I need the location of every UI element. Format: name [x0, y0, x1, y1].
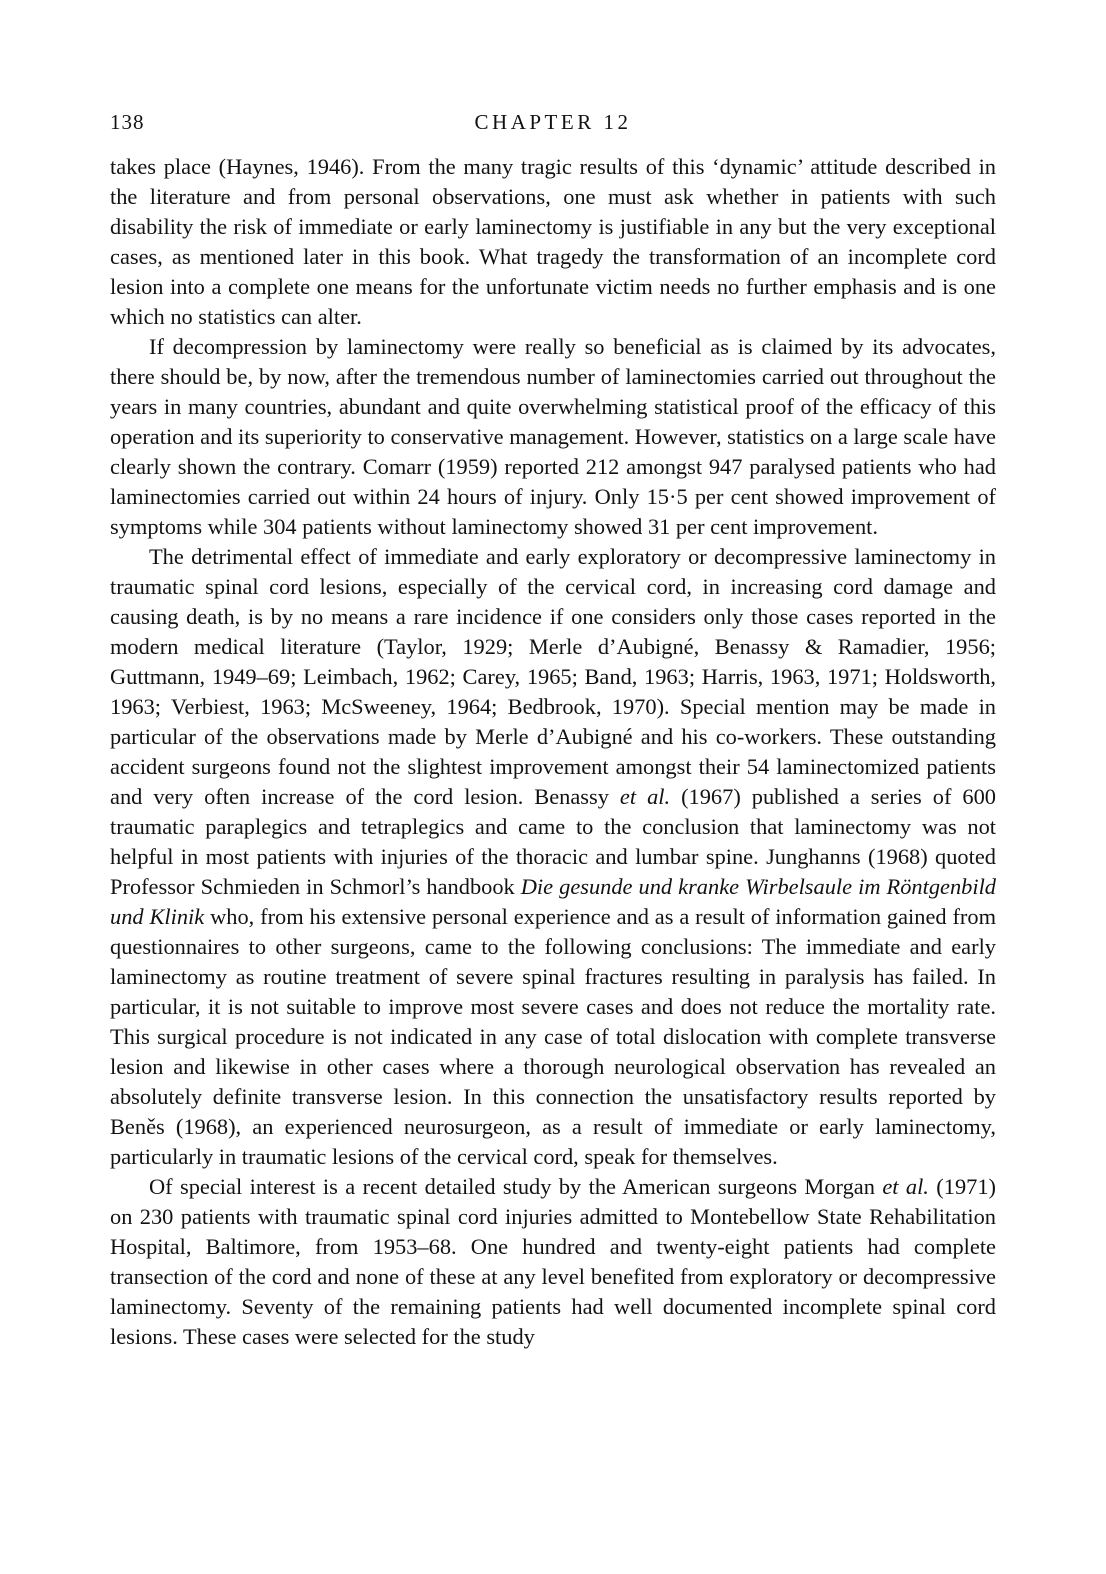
text-run: who, from his extensive personal experience and as a result of information gained from questionnaires to other surgeons, came to the following conclusions: The immediate and early laminectomy as routine treatment of severe spinal fractures resulting in paralysis has failed. In particular, it is not suitable to improve most severe cases and does not reduce the mortality rate. This surgical procedure is not indicated in any case of total dislocation with complete transverse lesion and likewise in other cases where a thorough neurological observation has revealed an absolutely definite transverse lesion. In this connection the unsatisfactory results reported by Beněs (1968), an experienced neurosurgeon, as a result of immediate or early laminectomy, particularly in traumatic lesions of the cervical cord, speak for themselves.: [110, 904, 996, 1169]
text-run: (1967) published a series of 600 traumatic paraplegics and tetraplegics and came to the conclusion that laminectomy was not helpful in most patients with injuries of the thoracic and lumbar spine. Junghanns (1968) quoted Professor Schmieden in Schmorl’s handbook: [110, 784, 996, 899]
italic-text-run: et al.: [882, 1174, 929, 1199]
italic-text-run: et al.: [619, 784, 671, 809]
paragraph: [110, 542, 996, 1172]
text-run: If decompression by laminectomy were really so beneficial as is claimed by its advocates, there should be, by now, after the tremendous number of laminectomies carried out throughout the years in many countries, abundant and quite overwhelming statistical proof of the efficacy of this operation and its superiority to conservative management. However, statistics on a large scale have clearly shown the contrary. Comarr (1959) reported 212 amongst 947 paralysed patients who had laminectomies carried out within 24 hours of injury. Only 15·5 per cent showed improvement of symptoms while 304 patients without laminectomy showed 31 per cent improvement.: [110, 334, 996, 539]
chapter-title: CHAPTER 12: [474, 110, 632, 134]
paragraph: [110, 1172, 996, 1352]
italic-text-run: Die gesunde und kranke Wirbelsaule im Röntgenbild und Klinik: [110, 874, 996, 929]
text-run: takes place (Haynes, 1946). From the many tragic results of this ‘dynamic’ attitude described in the literature and from personal observations, one must ask whether in patients with such disability the risk of immediate or early laminectomy is justifiable in any but the very exceptional cases, as mentioned later in this book. What tragedy the transformation of an incomplete cord lesion into a complete one means for the unfortunate victim needs no further emphasis and is one which no statistics can alter.: [110, 154, 996, 329]
text-run: Of special interest is a recent detailed study by the American surgeons Morgan: [149, 1174, 883, 1199]
text-run: (1971) on 230 patients with traumatic spinal cord injuries admitted to Montebellow State Rehabilitation Hospital, Baltimore, from 1953–68. One hundred and twenty-eight patients had complete transection of the cord and none of these at any level benefited from exploratory or decompressive laminectomy. Seventy of the remaining patients had well documented incomplete spinal cord lesions. These cases were selected for the study: [110, 1174, 997, 1349]
text-run: The detrimental effect of immediate and early exploratory or decompressive laminectomy in traumatic spinal cord lesions, especially of the cervical cord, in increasing cord damage and causing death, is by no means a rare incidence if one considers only those cases reported in the modern medical literature (Taylor, 1929; Merle d’Aubigné, Benassy & Ramadier, 1956; Guttmann, 1949–69; Leimbach, 1962; Carey, 1965; Band, 1963; Harris, 1963, 1971; Holdsworth, 1963; Verbiest, 1963; McSweeney, 1964; Bedbrook, 1970). Special mention may be made in particular of the observations made by Merle d’Aubigné and his co-workers. These outstanding accident surgeons found not the slightest improvement amongst their 54 laminectomized patients and very often increase of the cord lesion. Benassy: [110, 544, 996, 809]
page-body: [110, 152, 996, 1352]
paragraph: [110, 152, 996, 332]
page-header: [110, 110, 996, 136]
page-number: 138: [110, 110, 145, 134]
paragraph: [110, 332, 996, 542]
